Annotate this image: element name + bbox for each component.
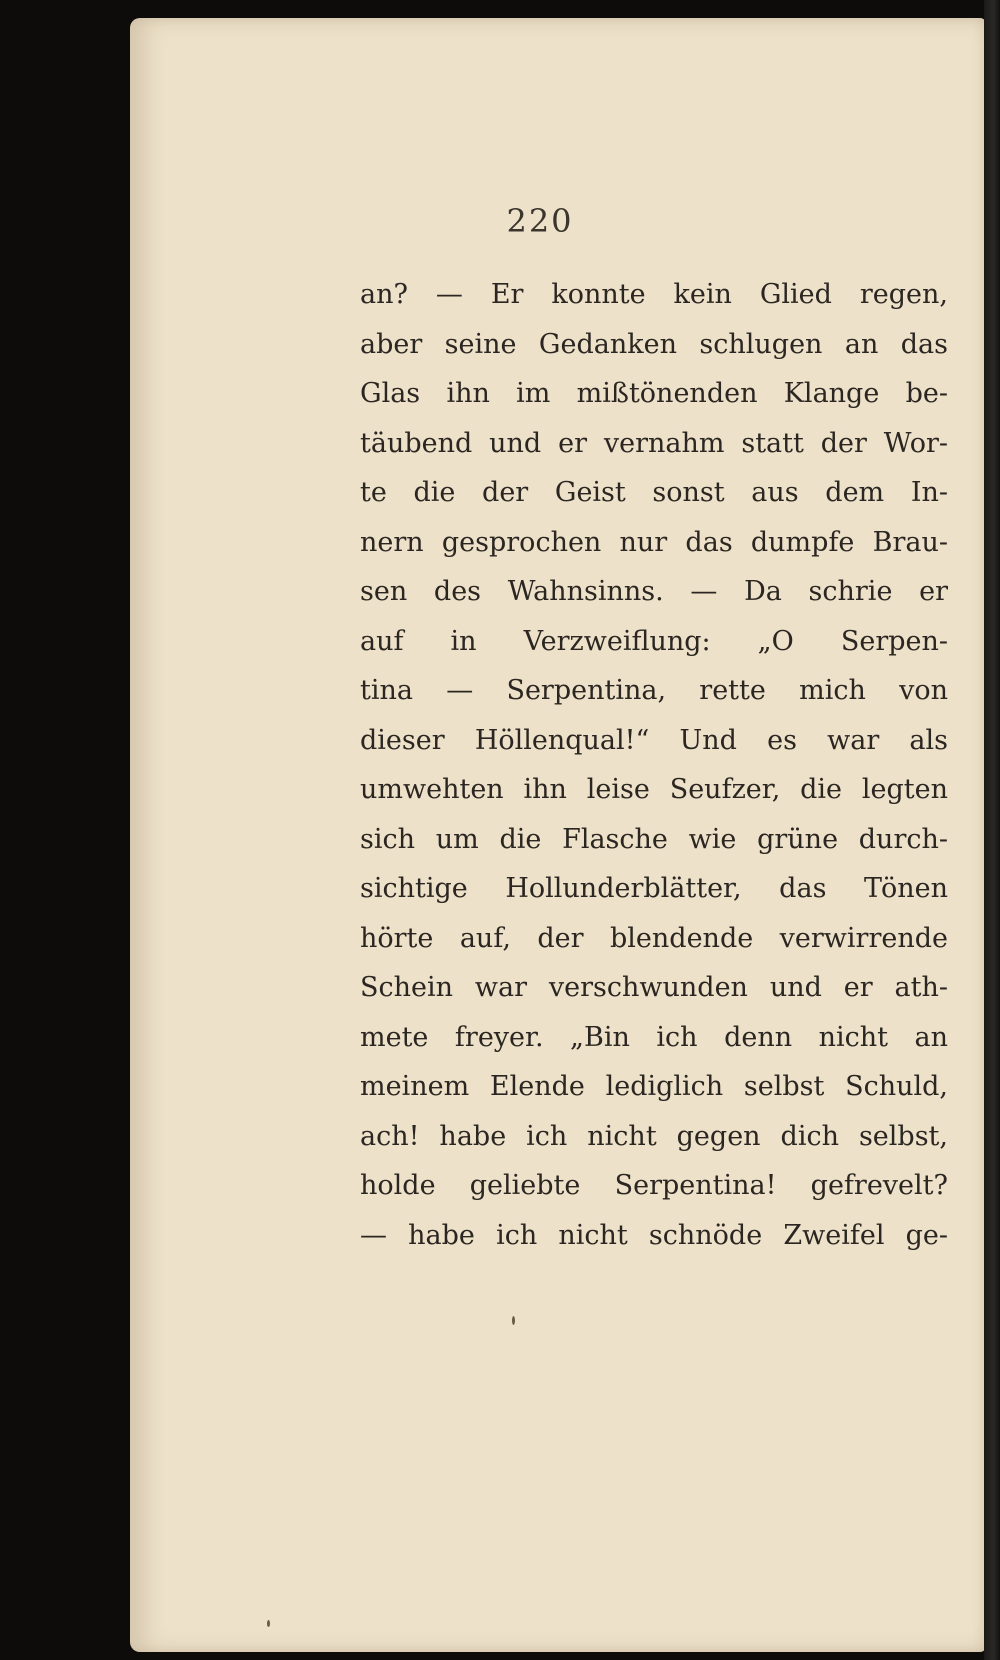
text-line: auf in Verzweiflung: „O Serpen- [360, 625, 948, 657]
text-line: tina — Serpentina, rette mich von [360, 675, 948, 706]
text-line: an? — Er konnte kein Glied regen, [360, 279, 948, 310]
text-line: täubend und er vernahm statt der Wor- [360, 427, 948, 459]
text-line: — habe ich nicht schnöde Zweifel ge- [360, 1219, 948, 1251]
text-line: holde geliebte Serpentina! gefrevelt? [360, 1170, 948, 1201]
text-line: sen des Wahnsinns. — Da schrie er [360, 576, 948, 607]
text-line: sich um die Flasche wie grüne durch- [360, 823, 948, 855]
paper-speck [512, 1316, 515, 1325]
text-line: hörte auf, der blendende verwirrende [360, 922, 948, 954]
text-line: ach! habe ich nicht gegen dich selbst, [360, 1120, 948, 1152]
cover-board-edge [984, 0, 1000, 1660]
page-number: 220 [506, 202, 574, 240]
body-text [360, 270, 948, 1260]
text-line: meinem Elende lediglich selbst Schuld, [360, 1071, 948, 1102]
text-line: Glas ihn im mißtönenden Klange be- [360, 378, 948, 409]
text-line: mete freyer. „Bin ich denn nicht an [360, 1021, 948, 1053]
text-line: dieser Höllenqual!“ Und es war als [360, 724, 948, 756]
text-line: sichtige Hollunderblätter, das Tönen [360, 873, 948, 904]
text-line: nern gesprochen nur das dumpfe Brau- [360, 526, 948, 558]
text-line: aber seine Gedanken schlugen an das [360, 328, 948, 360]
text-line: te die der Geist sonst aus dem In- [360, 477, 948, 508]
paper-speck [267, 1620, 270, 1627]
text-line: Schein war verschwunden und er ath- [360, 972, 948, 1003]
text-line: umwehten ihn leise Seufzer, die legten [360, 774, 948, 805]
